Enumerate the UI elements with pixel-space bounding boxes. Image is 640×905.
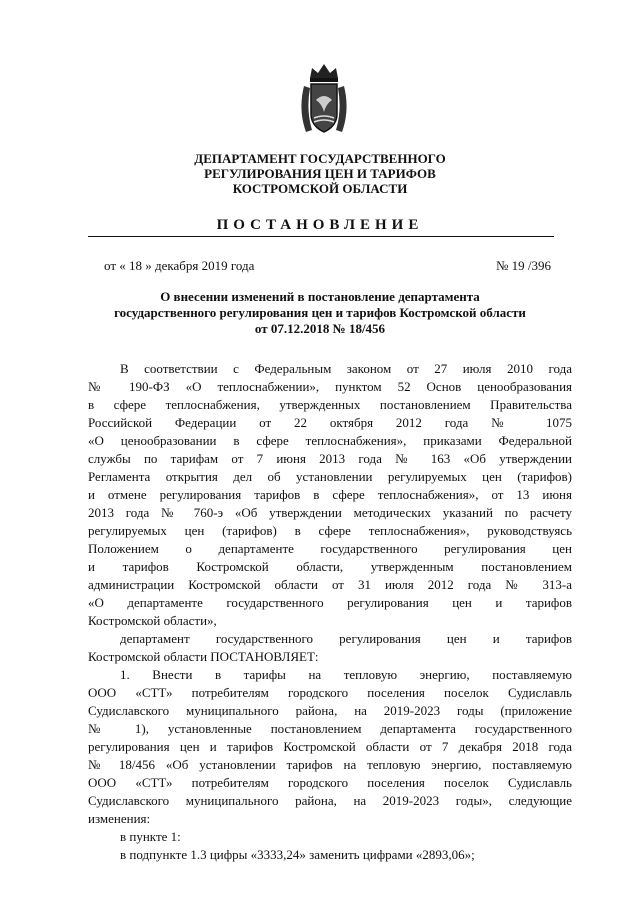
body-line: департамент государственного регулирования цен и тарифов (120, 631, 572, 646)
department-name-line-3: КОСТРОМСКОЙ ОБЛАСТИ (232, 181, 408, 196)
body-line: ООО «СТТ» потребителям городского поселения поселок Судиславль (88, 685, 572, 700)
body-line: 1. Внести в тарифы на тепловую энергию, поставляемую (120, 667, 572, 682)
document-type-title: ПОСТАНОВЛЕНИЕ (216, 217, 424, 233)
body-line: ООО «СТТ» потребителям городского поселения поселок Судиславль (88, 775, 572, 790)
body-line: Положением о департаменте государственного регулирования цен (88, 541, 572, 556)
body-line: изменения: (88, 811, 151, 826)
body-line: № 18/456 «Об установлении тарифов на тепловую энергию, поставляемую (88, 757, 572, 772)
department-name-line-1: ДЕПАРТАМЕНТ ГОСУДАРСТВЕННОГО (194, 151, 446, 166)
department-name-line-2: РЕГУЛИРОВАНИЯ ЦЕН И ТАРИФОВ (204, 166, 436, 181)
body-line: и отмене регулирования тарифов в сфере теплоснабжения», от 13 июня (88, 487, 572, 502)
body-line: № 1), установленные постановлением департамента государственного (88, 721, 572, 736)
body-line: Регламента открытия дел об установлении регулируемых цен (тарифов) (88, 469, 572, 484)
body-line: регулируемых цен (тарифов) в сфере теплоснабжения», руководствуясь (88, 523, 572, 538)
body-line: Российской Федерации от 22 октября 2012 года № 1075 (88, 415, 572, 430)
body-line: № 190-ФЗ «О теплоснабжении», пунктом 52 Основ ценообразования (88, 379, 572, 394)
body-line: в сфере теплоснабжения, утвержденных постановлением Правительства (88, 397, 572, 412)
subject-line-1: О внесении изменений в постановление департамента (160, 289, 480, 304)
body-line: в пункте 1: (120, 829, 181, 844)
body-line: и тарифов Костромской области, утвержденным постановлением (88, 559, 572, 574)
body-line: 2013 года № 760-э «Об утверждении методических указаний по расчету (88, 505, 572, 520)
header-divider (88, 236, 554, 237)
body-line: Костромской области», (88, 613, 217, 628)
body-line: «О департаменте государственного регулирования цен и тарифов (88, 595, 572, 610)
body-line: Судиславского муниципального района, на 2019-2023 годы», следующие (88, 793, 572, 808)
body-line: администрации Костромской области от 31 июля 2012 года № 313-а (88, 577, 572, 592)
document-number: № 19 /396 (496, 258, 552, 273)
body-line: в подпункте 1.3 цифры «3333,24» заменить цифрами «2893,06»; (120, 847, 475, 862)
body-line: «О ценообразовании в сфере теплоснабжения», приказами Федеральной (88, 433, 572, 448)
subject-line-2: государственного регулирования цен и тарифов Костромской области (114, 305, 526, 320)
body-line: регулирования цен и тарифов Костромской области от 7 декабря 2018 года (88, 739, 572, 754)
document-date: от « 18 » декабря 2019 года (104, 258, 255, 273)
body-line: Судиславского муниципального района, на 2019-2023 годы (приложение (88, 703, 572, 718)
body-line: В соответствии с Федеральным законом от 27 июля 2010 года (120, 361, 572, 376)
subject-line-3: от 07.12.2018 № 18/456 (254, 321, 386, 336)
coat-of-arms-emblem (296, 60, 352, 140)
body-line: Костромской области ПОСТАНОВЛЯЕТ: (88, 649, 319, 664)
body-line: службы по тарифам от 7 июня 2013 года № 163 «Об утверждении (88, 451, 572, 466)
